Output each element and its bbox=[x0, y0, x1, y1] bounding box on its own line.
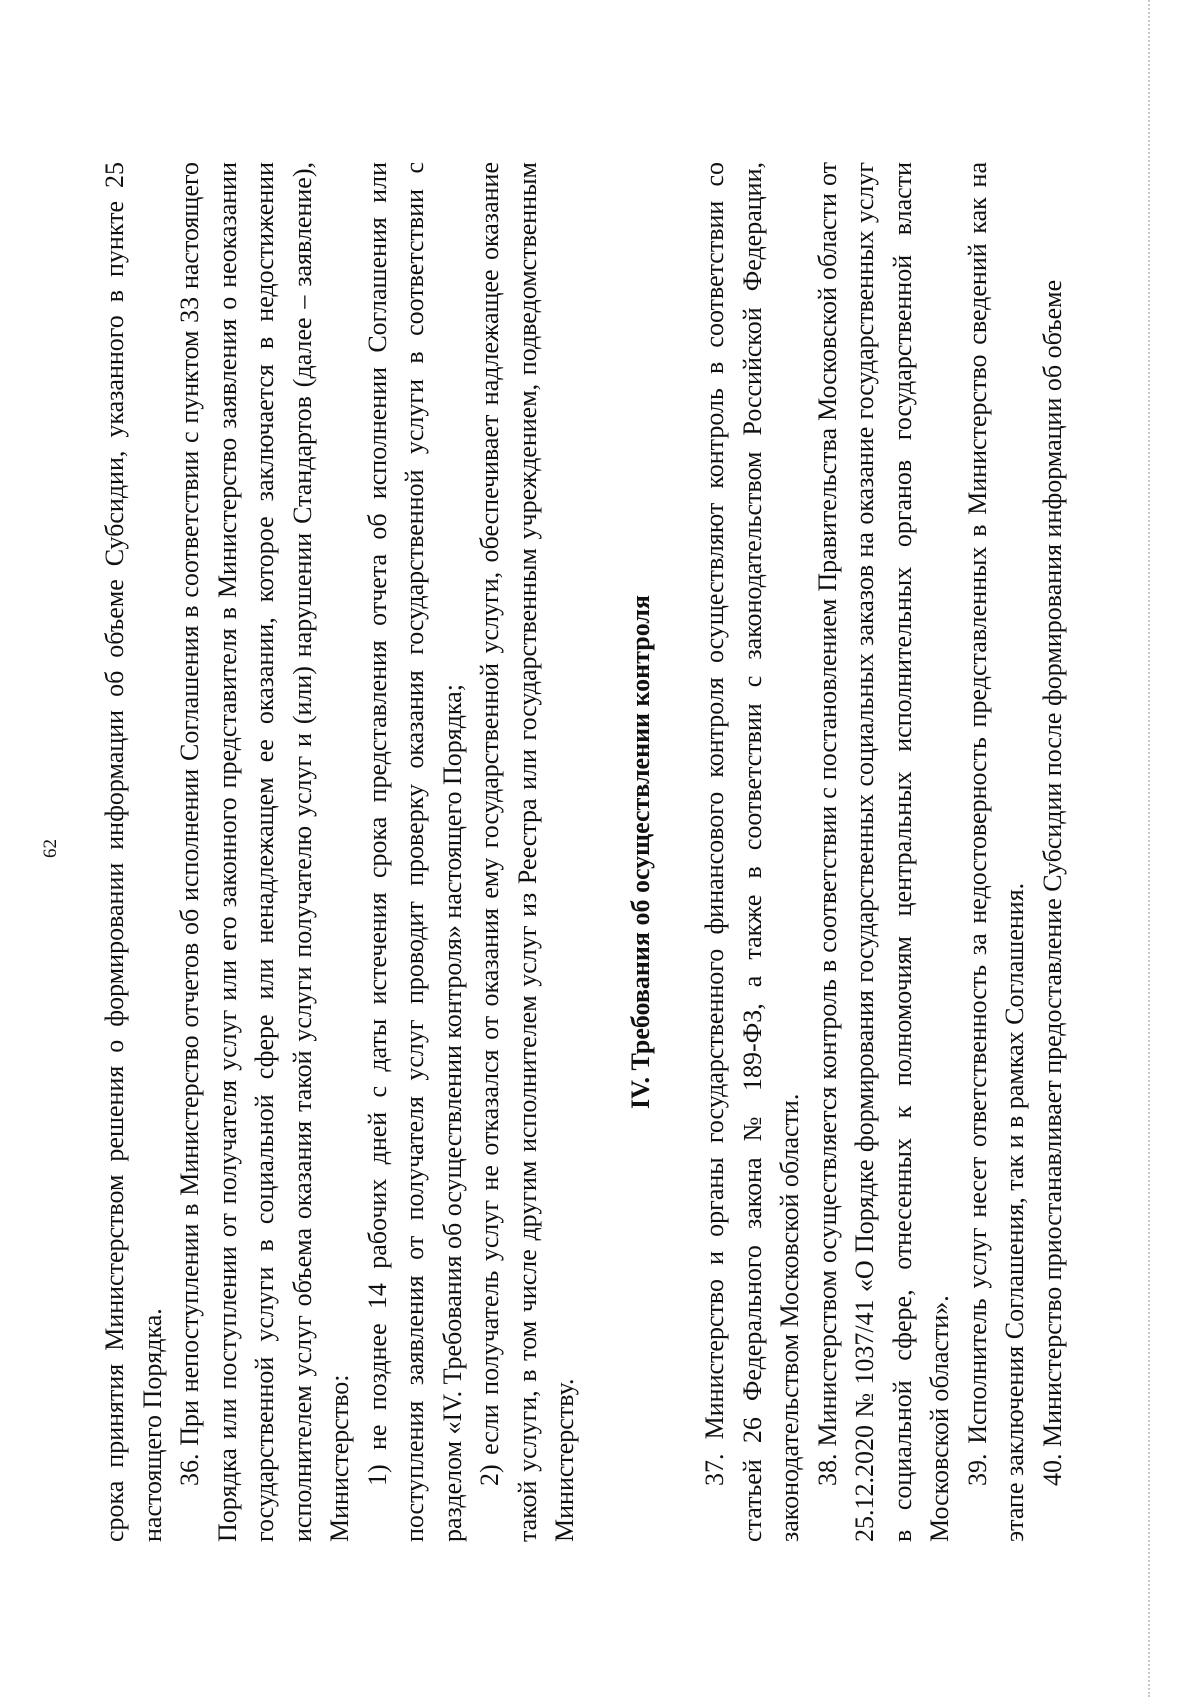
page-number: 62 bbox=[40, 839, 61, 858]
paragraph-40: 40. Министерство приостанавливает предоставление Субсидии после формирования информации об объеме bbox=[1037, 279, 1067, 1486]
paragraph-continuation: срока принятия Министерством решения о формировании информации об объеме Субсидии, указанного в пункте 25 настоящего Порядка. bbox=[100, 162, 167, 1542]
paragraph-36: 36. При непоступлении в Министерство отчетов об исполнении Соглашения в соответствии с пунктом 33 настоящего Порядка или поступлении от получателя услуг или его законного представителя в Министерство заявления о неоказании государственной услуги в социальной сфере или ненадлежащем ее оказании, которое заключается в недостижении исполнителем услуг объема оказания такой услуги получателю услуг и (или) нарушении Стандартов (далее – заявление), Министерство: bbox=[175, 162, 354, 1542]
document-body bbox=[96, 162, 1071, 1542]
scan-edge-divider bbox=[1148, 0, 1150, 1697]
paragraph-37: 37. Министерство и органы государственного финансового контроля осуществляют контроль в соответствии со статьей 26 Федерального закона № 189-ФЗ, а также в соответствии с законодательством Российской Федерации, законодательством Московской области. bbox=[700, 162, 804, 1542]
paragraph-36-item-1: 1) не позднее 14 рабочих дней с даты истечения срока представления отчета об исполнении Соглашения или поступления заявления от получателя услуг проводит проверку оказания государственной услуги в соответствии с разделом «IV. Требования об осуществлении контроля» настоящего Порядка; bbox=[362, 162, 467, 1542]
paragraph-38: 38. Министерством осуществляется контроль в соответствии с постановлением Правительства Московской области от 25.12.2020 № 1037/41 «О Порядке формирования государственных социальных заказов на оказание государственных услуг в социальной сфере, отнесенных к полномочиям центральных исполнительных органов государственной власти Московской области». bbox=[812, 162, 954, 1542]
paragraph-36-item-2: 2) если получатель услуг не отказался от оказания ему государственной услуги, обеспечивает надлежащее оказание такой услуги, в том числе другим исполнителем услуг из Реестра или государственным учреждением, подведомственным Министерству. bbox=[475, 162, 579, 1542]
paragraph-39: 39. Исполнитель услуг несет ответственность за недостоверность представленных в Министерство сведений как на этапе заключения Соглашения, так и в рамках Соглашения. bbox=[962, 162, 1029, 1542]
section-heading: IV. Требования об осуществлении контроля bbox=[625, 594, 655, 1110]
